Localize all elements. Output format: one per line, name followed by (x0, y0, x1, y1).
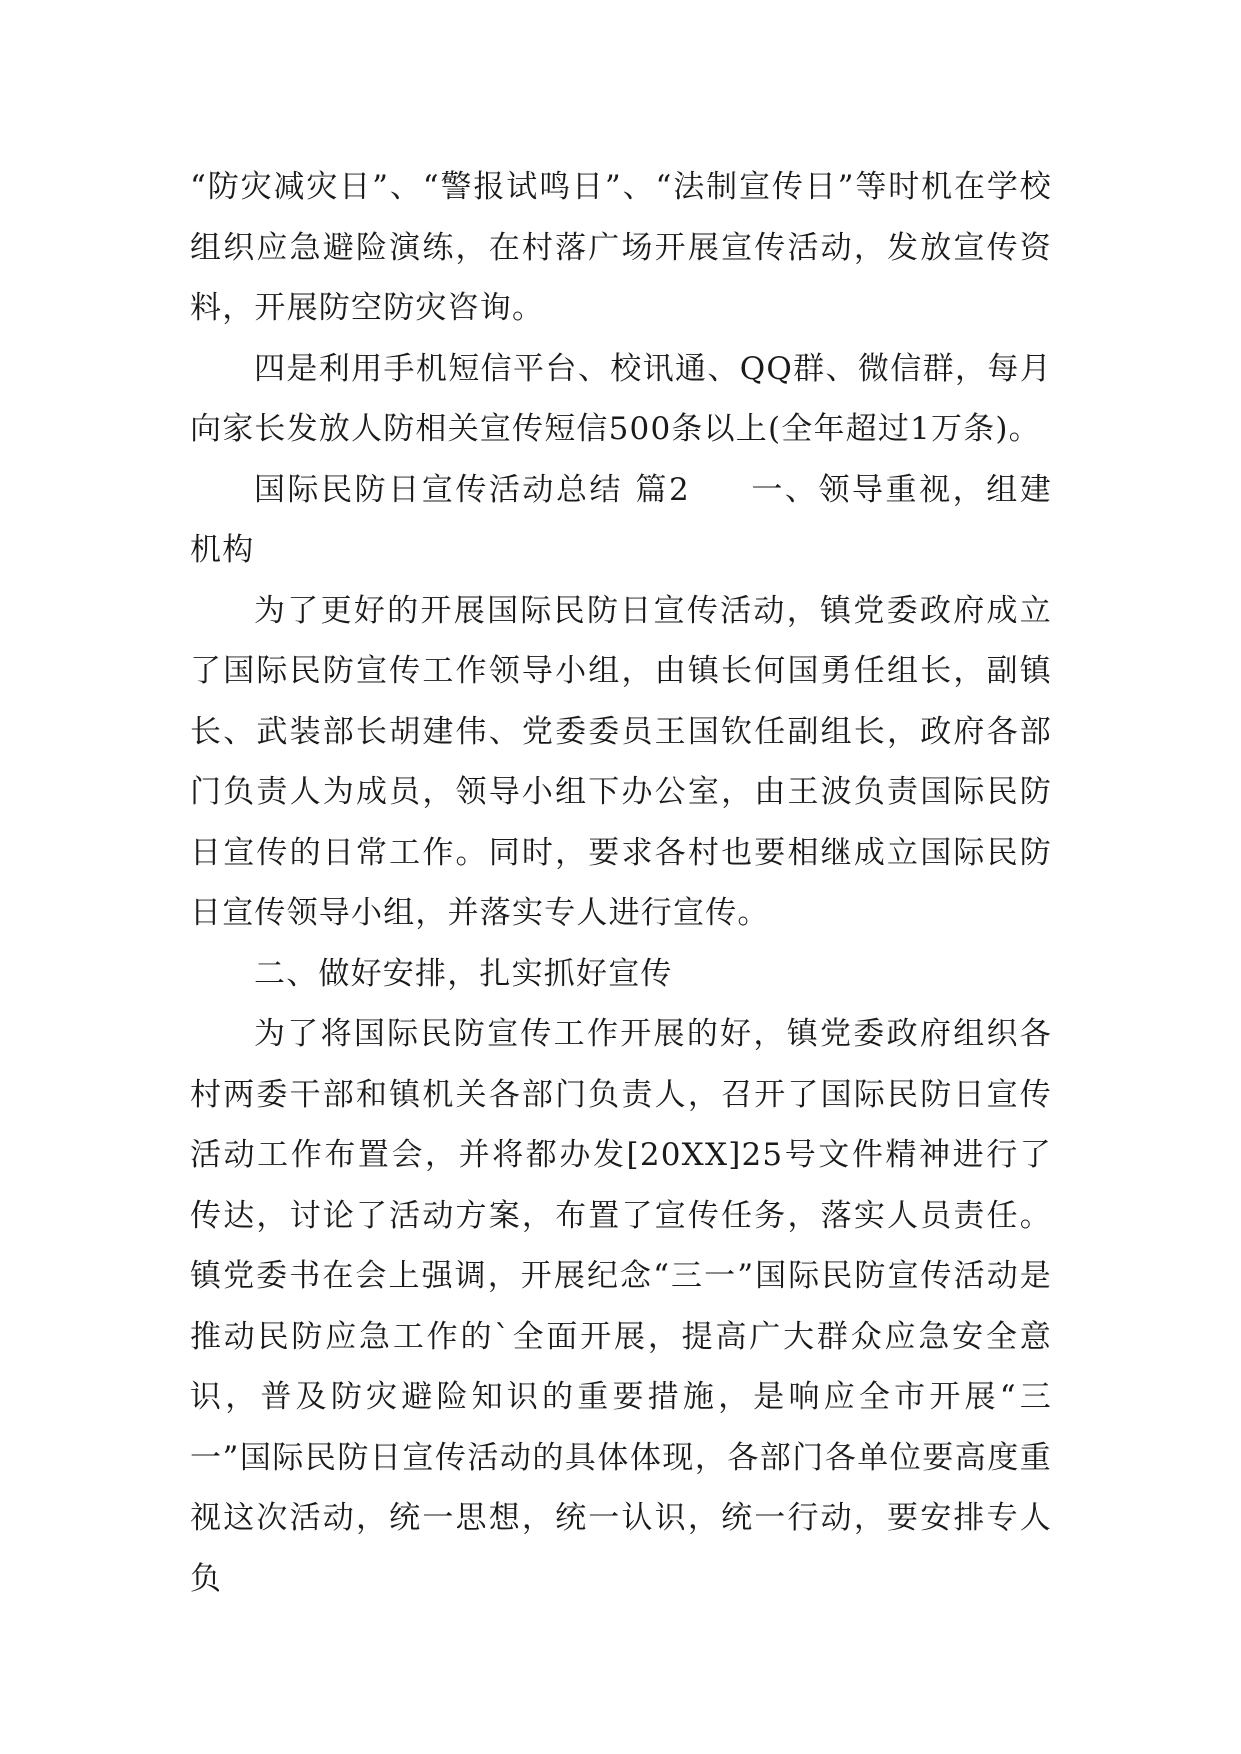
paragraph-1: “防灾减灾日”、“警报试鸣日”、“法制宣传日”等时机在学校组织应急避险演练，在村落广场开展宣传活动，发放宣传资料，开展防空防灾咨询。 (190, 169, 1052, 326)
section-heading-2: 二、做好安排，扎实抓好宣传 (254, 955, 673, 992)
paragraph-2: 四是利用手机短信平台、校讯通、QQ群、微信群，每月向家长发放人防相关宣传短信500条以上(全年超过1万条)。 (190, 350, 1052, 447)
paragraph-4: 为了更好的开展国际民防日宣传活动，镇党委政府成立了国际民防宣传工作领导小组，由镇长何国勇任组长，副镇长、武装部长胡建伟、党委委员王国钦任副组长，政府各部门负责人为成员，领导小组下办公室，由王波负责国际民防日宣传的日常工作。同时，要求各村也要相继成立国际民防日宣传领导小组，并落实专人进行宣传。 (190, 592, 1052, 931)
document-body (190, 157, 1052, 1609)
section-title-paragraph (190, 460, 1052, 581)
paragraph-6: 为了将国际民防宣传工作开展的好，镇党委政府组织各村两委干部和镇机关各部门负责人，召开了国际民防日宣传活动工作布置会，并将都办发[20XX]25号文件精神进行了传达，讨论了活动方案，布置了宣传任务，落实人员责任。镇党委书在会上强调，开展纪念“三一”国际民防宣传活动是推动民防应急工作的`全面开展，提高广大群众应急安全意识，普及防灾避险知识的重要措施，是响应全市开展“三一”国际民防日宣传活动的具体体现，各部门各单位要高度重视这次活动，统一思想，统一认识，统一行动，要安排专人负 (190, 1016, 1052, 1597)
section-heading-1: 一、领导重视，组建机构 (190, 471, 1052, 568)
article-title: 国际民防日宣传活动总结 篇2 (254, 471, 690, 508)
